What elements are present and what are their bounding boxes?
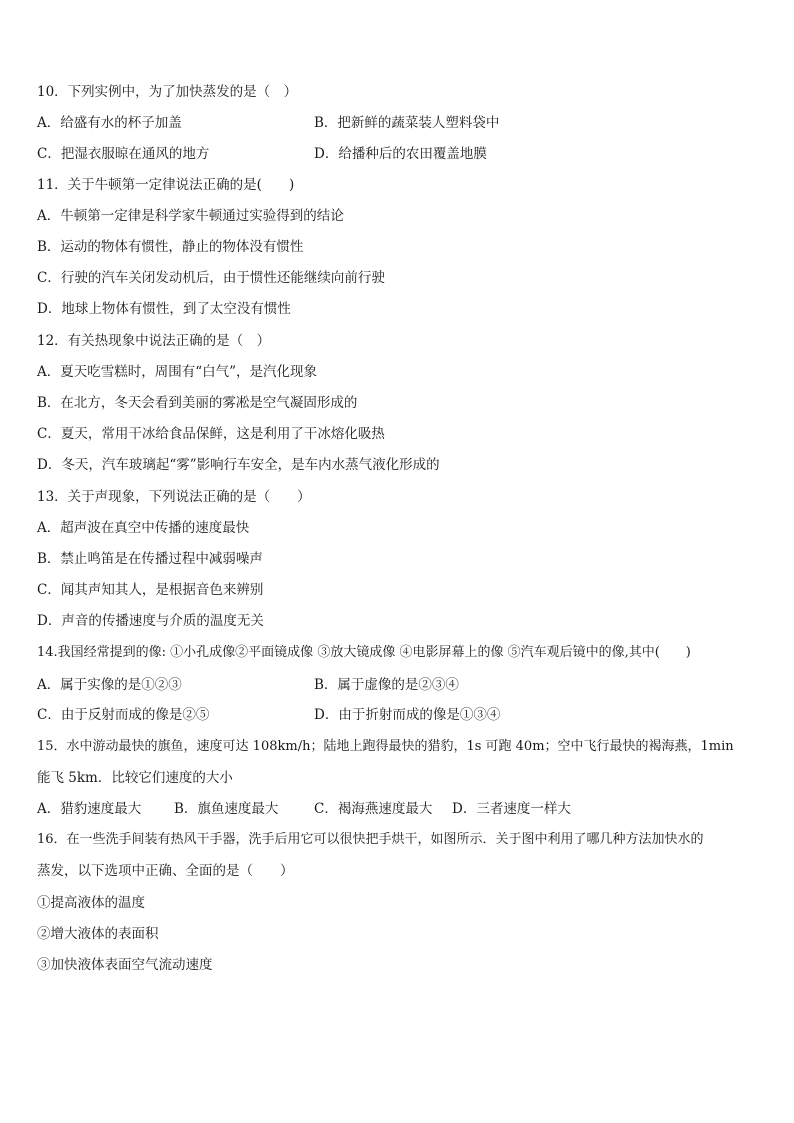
q16-item-2: ②增大液体的表面积 (37, 926, 159, 942)
q12-option-c: C．夏天，常用干冰给食品保鲜，这是利用了干冰熔化吸热 (37, 426, 385, 442)
q10-option-c: C．把湿衣服晾在通风的地方 (37, 146, 210, 162)
q14-option-b: B．属于虚像的是②③④ (314, 677, 459, 693)
q15-option-b: B．旗鱼速度最大 (174, 801, 279, 817)
q13-stem: 13．关于声现象，下列说法正确的是（ ） (37, 489, 311, 505)
q11-option-a: A．牛顿第一定律是科学家牛顿通过实验得到的结论 (37, 208, 344, 224)
q16-item-1: ①提高液体的温度 (37, 895, 145, 911)
q15-options-row (37, 800, 571, 818)
q11-stem: 11．关于牛顿第一定律说法正确的是( ) (37, 177, 295, 193)
q13-option-d: D．声音的传播速度与介质的温度无关 (37, 613, 264, 629)
q12-option-a: A．夏天吃雪糕时，周围有“白气”，是汽化现象 (37, 364, 318, 380)
q14-option-a: A．属于实像的是①②③ (37, 677, 182, 693)
q12-option-b: B．在北方，冬天会看到美丽的雾凇是空气凝固形成的 (37, 395, 358, 411)
q13-option-a: A．超声波在真空中传播的速度最快 (37, 520, 250, 536)
q14-stem: 14.我国经常提到的像: ①小孔成像②平面镜成像 ③放大镜成像 ④电影屏幕上的像 ⑤汽车观后镜中的像,其中( ) (37, 645, 691, 660)
q11-option-b: B．运动的物体有惯性，静止的物体没有惯性 (37, 239, 304, 255)
q14-option-c: C．由于反射而成的像是②⑤ (37, 707, 210, 723)
q10-stem: 10．下列实例中，为了加快蒸发的是（ ） (37, 84, 298, 100)
q10-option-b: B．把新鲜的蔬菜装人塑料袋中 (314, 115, 500, 131)
q16-stem-line1: 16．在一些洗手间装有热风干手器，洗手后用它可以很快把手烘干，如图所示．关于图中利用了哪几种方法加快水的 (37, 832, 704, 847)
q15-stem-line2: 能飞 5km．比较它们速度的大小 (37, 770, 233, 786)
q11-option-c: C．行驶的汽车关闭发动机后，由于惯性还能继续向前行驶 (37, 270, 385, 286)
q13-option-c: C．闻其声知其人，是根据音色来辨别 (37, 582, 264, 598)
q15-option-a: A．猎豹速度最大 (37, 801, 142, 817)
q15-option-c: C．褐海燕速度最大 (314, 801, 433, 817)
q14-option-d: D．由于折射而成的像是①③④ (314, 707, 501, 723)
q16-stem-line2: 蒸发，以下选项中正确、全面的是（ ） (37, 863, 294, 879)
q12-stem: 12．有关热现象中说法正确的是（ ） (37, 333, 271, 349)
q10-option-d: D．给播种后的农田覆盖地膜 (314, 146, 487, 162)
q10-option-a: A．给盛有水的杯子加盖 (37, 115, 182, 131)
q15-stem-line1: 15．水中游动最快的旗鱼，速度可达 108km/h；陆地上跑得最快的猎豹，1s 可跑 40m；空中飞行最快的褐海燕，1min (37, 739, 734, 754)
q16-item-3: ③加快液体表面空气流动速度 (37, 957, 213, 973)
q12-option-d: D．冬天，汽车玻璃起“雾”影响行车安全，是车内水蒸气液化形成的 (37, 457, 440, 473)
q15-option-d: D．三者速度一样大 (452, 801, 571, 817)
q11-option-d: D．地球上物体有惯性，到了太空没有惯性 (37, 301, 291, 317)
q13-option-b: B．禁止鸣笛是在传播过程中减弱噪声 (37, 551, 263, 567)
